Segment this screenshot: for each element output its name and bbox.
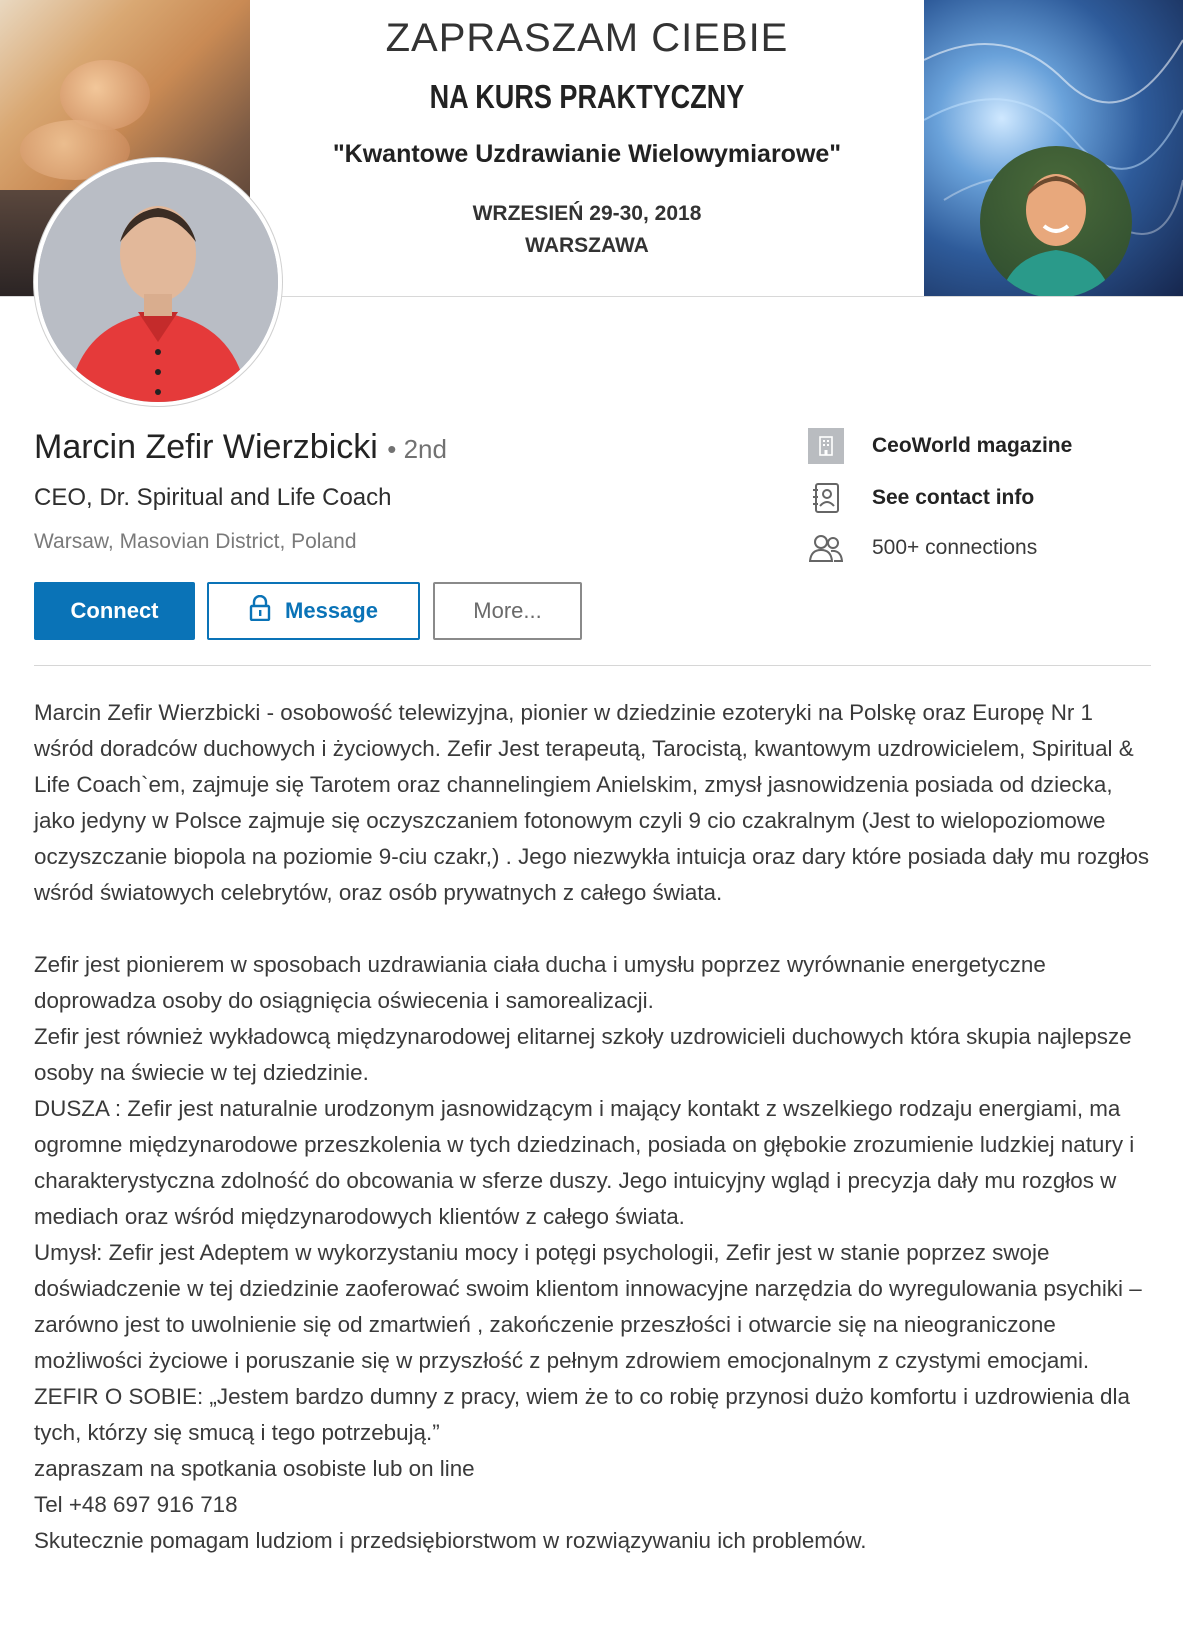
current-company-name: CeoWorld magazine bbox=[872, 434, 1073, 457]
message-button[interactable] bbox=[207, 582, 420, 640]
profile-avatar[interactable] bbox=[34, 158, 282, 406]
contact-card-icon bbox=[808, 480, 844, 516]
current-company-link[interactable] bbox=[808, 428, 1072, 464]
connection-degree-badge: • 2nd bbox=[387, 434, 447, 464]
banner-line-course: NA KURS PRAKTYCZNY bbox=[429, 78, 745, 115]
banner-line-course-title: "Kwantowe Uzdrawianie Wielowymiarowe" bbox=[332, 140, 842, 168]
profile-name-line bbox=[34, 428, 447, 467]
building-icon bbox=[808, 428, 844, 464]
connections-count: 500+ connections bbox=[872, 536, 1038, 559]
contact-info-link[interactable] bbox=[808, 480, 1034, 516]
banner-line-invite: ZAPRASZAM CIEBIE bbox=[385, 16, 789, 60]
banner-line-city: WARSZAWA bbox=[525, 234, 649, 257]
section-divider bbox=[34, 665, 1151, 666]
about-phone: Tel +48 697 916 718 bbox=[34, 1492, 238, 1517]
about-paragraph-closing: Skutecznie pomagam ludziom i przedsiębiorstwom w rozwiązywaniu ich problemów. bbox=[34, 1528, 867, 1553]
banner-line-date: WRZESIEŃ 29-30, 2018 bbox=[472, 202, 702, 225]
lock-icon bbox=[249, 595, 271, 627]
about-paragraph-intro: Marcin Zefir Wierzbicki - osobowość telewizyjna, pionier w dziedzinie ezoteryki na Polskę oraz Europę Nr 1 wśród doradców duchowych i życiowych. Zefir Jest terapeutą, Tarocistą, kwantowym uzdrowicielem, Spiritual & Life Coach`em, zajmuje się Tarotem oraz channelingiem Anielskim, zmysł jasnowidzenia posiada od dziecka, jako jedyny w Polsce zajmuje się oczyszczaniem fotonowym czyli 9 cio czakralnym (Jest to wielopoziomowe oczyszczanie biopola na poziomie 9-ciu czakr,) . Jego niezwykła intuicja oraz dary które posiada dały mu rozgłos wśród światowych celebrytów, oraz osób prywatnych z całego świata. bbox=[34, 700, 1150, 905]
message-button-label: Message bbox=[285, 598, 378, 623]
profile-headline: CEO, Dr. Spiritual and Life Coach bbox=[34, 484, 392, 511]
paragraph-gap bbox=[34, 911, 1151, 947]
connect-button[interactable]: Connect bbox=[34, 582, 195, 640]
contact-info-label: See contact info bbox=[872, 486, 1035, 509]
banner-inset-portrait bbox=[980, 146, 1132, 297]
about-paragraph-invite: zapraszam na spotkania osobiste lub on line bbox=[34, 1456, 475, 1481]
people-icon bbox=[808, 530, 844, 566]
connections-link[interactable] bbox=[808, 530, 1037, 566]
about-paragraph-mind: Umysł: Zefir jest Adeptem w wykorzystaniu mocy i potęgi psychologii, Zefir jest w stanie poprzez swoje doświadczenie w tej dziedzinie zaoferować swoim klientom innowacyjne narzędzia do wyregulowania psychiki – zarówno jest to uwolnienie się od zmartwień , zakończenie przeszłości i otwarcie się na nieograniczone możliwości życiowe i poruszanie się w przyszłość z pełnym zdrowiem emocjonalnym z czystymi emocjami. bbox=[34, 1240, 1142, 1373]
about-paragraph-pioneer: Zefir jest pionierem w sposobach uzdrawiania ciała ducha i umysłu poprzez wyrównanie energetyczne doprowadza osoby do osiągnięcia oświecenia i samorealizacji. bbox=[34, 952, 1046, 1013]
about-paragraph-lecturer: Zefir jest również wykładowcą międzynarodowej elitarnej szkoły uzdrowicieli duchowych która skupia najlepsze osoby na świecie w tej dziedzinie. bbox=[34, 1024, 1132, 1085]
about-paragraph-quote: ZEFIR O SOBIE: „Jestem bardzo dumny z pracy, wiem że to co robię przynosi dużo komfortu i uzdrowienia dla tych, którzy się smucą i tego potrzebują.” bbox=[34, 1384, 1130, 1445]
more-button[interactable]: More... bbox=[433, 582, 582, 640]
profile-location: Warsaw, Masovian District, Poland bbox=[34, 530, 357, 553]
banner-text bbox=[250, 0, 924, 296]
about-paragraph-soul: DUSZA : Zefir jest naturalnie urodzonym jasnowidzącym i mający kontakt z wszelkiego rodzaju energiami, ma ogromne międzynarodowe przeszkolenia w tych dziedzinach, posiada on głębokie zrozumienie ludzkiej natury i charakterystyczna zdolność do obcowania w sferze duszy. Jego intuicyjny wgląd i precyzja dały mu rozgłos w mediach oraz wśród międzynarodowych klientów z całego świata. bbox=[34, 1096, 1135, 1229]
profile-name: Marcin Zefir Wierzbicki bbox=[34, 428, 378, 466]
about-section bbox=[34, 695, 1151, 1559]
